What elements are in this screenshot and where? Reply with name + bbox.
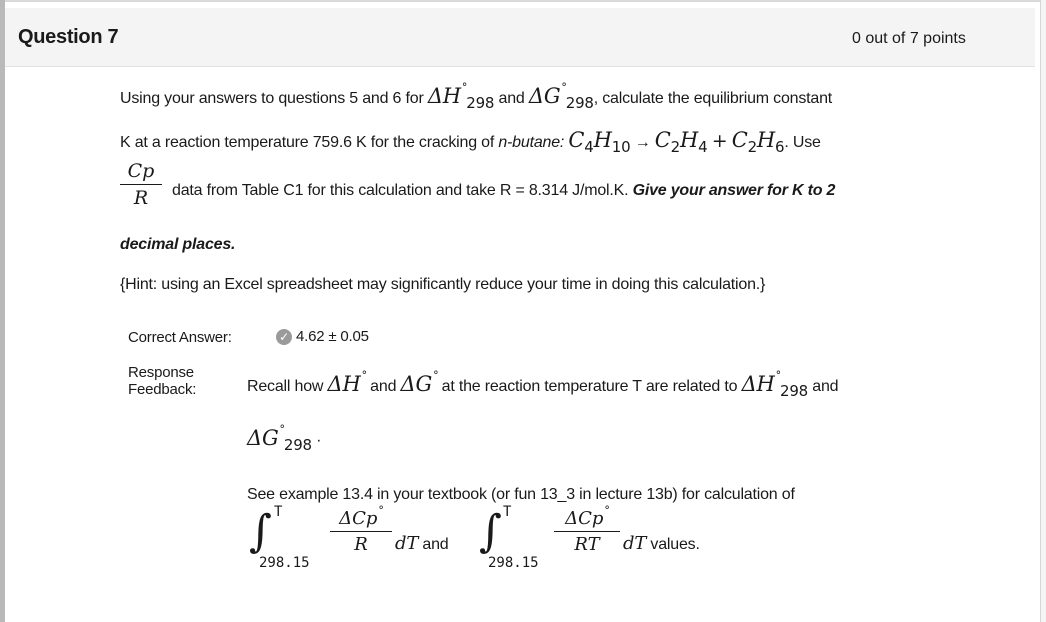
dcp-over-r-fraction: ΔCp° R xyxy=(330,508,392,555)
left-border xyxy=(0,0,5,622)
scrollbar[interactable] xyxy=(1040,0,1046,622)
dt-values-text: dT values. xyxy=(623,533,700,554)
integral-upper-1: T xyxy=(274,504,283,520)
dt-and-text-1: dT and xyxy=(395,533,449,554)
correct-answer-row xyxy=(270,328,369,345)
response-feedback-label: Response Feedback: xyxy=(128,364,197,398)
integral-sign-1: ∫ xyxy=(249,506,272,557)
top-divider xyxy=(5,0,1040,2)
integral-upper-2: T xyxy=(503,504,512,520)
question-line-4: decimal places. xyxy=(120,236,236,253)
correct-answer-label: Correct Answer: xyxy=(128,329,232,346)
integral-lower-1: 298.15 xyxy=(259,555,310,571)
feedback-line-3: See example 13.4 in your textbook (or fun 13_3 in lecture 13b) for calculation of xyxy=(247,486,795,503)
integral-lower-2: 298.15 xyxy=(488,555,539,571)
check-icon: ✓ xyxy=(276,329,292,345)
integral-sign-2: ∫ xyxy=(479,506,502,557)
question-title: Question 7 xyxy=(18,26,119,48)
question-points: 0 out of 7 points xyxy=(852,30,966,47)
feedback-line-2: ΔG°298 · xyxy=(247,423,322,454)
question-line-2: K at a reaction temperature 759.6 K for the cracking of n-butane: $C_4H_{10} \to C_2H_4 + C_2H_6$. Use xyxy=(120,128,821,156)
hint-text: {Hint: using an Excel spreadsheet may significantly reduce your time in doing this calculation.} xyxy=(120,276,766,293)
cp-over-r-fraction: Cp R xyxy=(120,160,162,209)
question-line-1: Using your answers to questions 5 and 6 for ΔH°298 and ΔG°298, calculate the equilibrium constant xyxy=(120,81,833,112)
correct-answer-value: 4.62 ± 0.05 xyxy=(296,328,369,345)
question-line-3: data from Table C1 for this calculation and take R = 8.314 J/mol.K. Give your answer for K to 2 xyxy=(172,182,836,199)
feedback-line-1: Recall how ΔH° and ΔG° at the reaction temperature T are related to ΔH°298 and xyxy=(247,369,839,400)
dcp-over-rt-fraction: ΔCp° RT xyxy=(554,508,620,555)
